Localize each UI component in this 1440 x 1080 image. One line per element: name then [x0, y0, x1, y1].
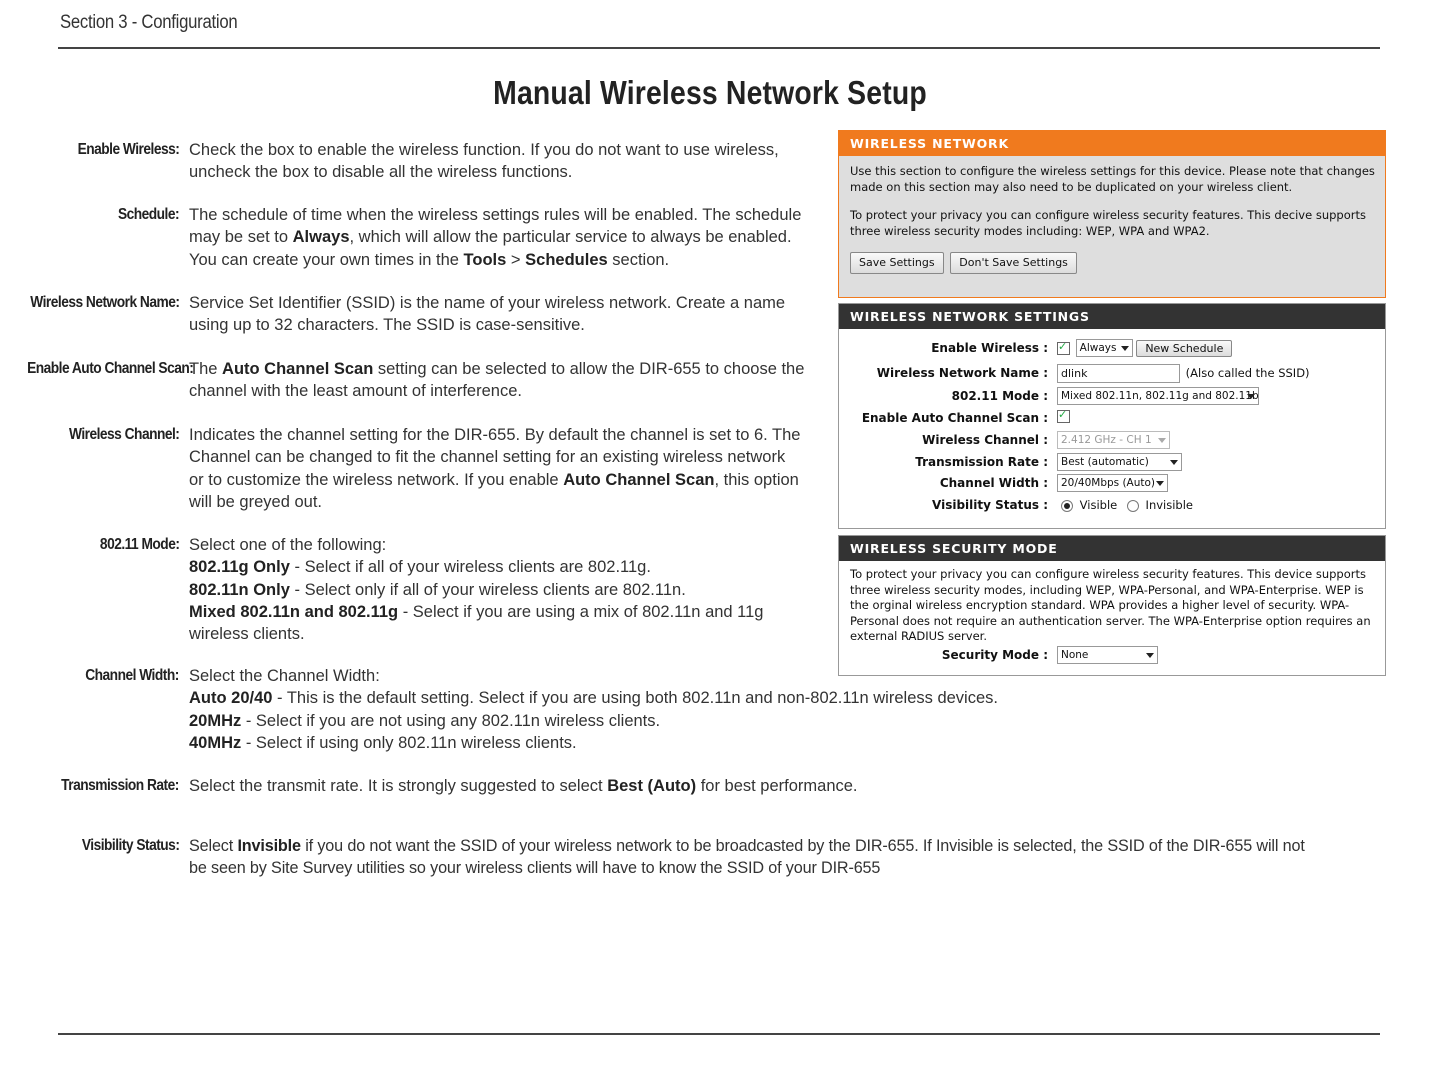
desc-bold: Auto Channel Scan [563, 470, 715, 489]
desc-line: be seen by Site Survey utilities so your wireless clients will have to know the SSID of your DIR-655 [189, 859, 881, 878]
page-title: Manual Wireless Network Setup [493, 74, 927, 111]
entry-description [189, 139, 829, 184]
width-select[interactable] [1057, 474, 1168, 492]
visibility-controls [1057, 498, 1193, 512]
select-value: Always [1079, 342, 1117, 354]
entry-description [189, 424, 829, 513]
desc-text: The [189, 360, 223, 378]
entry-description [189, 534, 829, 645]
select-value: Mixed 802.11n, 802.11g and 802.11b [1061, 390, 1259, 402]
panel-paragraph: To protect your privacy you can configure wireless security features. This device supports three wireless security modes, including WEP, WPA-Personal, and WPA-Enterprise. WEP is the orginal wireless encryption standard. WPA provides a higher level of security. WPA-Personal does not require an authentication server. The WPA-Enterprise option requires an external RADIUS server. [850, 567, 1371, 643]
mode-row [839, 387, 1385, 407]
desc-bold: Auto Channel Scan [222, 360, 374, 378]
desc-bold: 802.11n Only [189, 580, 290, 599]
desc-line [189, 601, 829, 623]
term-label: Enable Wireless: [77, 141, 179, 158]
chevron-down-icon [1156, 481, 1164, 486]
select-value: None [1061, 649, 1089, 661]
chevron-down-icon [1146, 653, 1154, 658]
visible-radio[interactable] [1061, 500, 1073, 512]
desc-line: wireless clients. [189, 625, 305, 644]
desc-bold: Auto 20/40 [189, 689, 273, 708]
desc-text: section. [607, 250, 670, 269]
bottom-divider [58, 1033, 1380, 1035]
invisible-radio[interactable] [1127, 500, 1139, 512]
term-label: Visibility Status: [81, 837, 179, 854]
save-settings-button[interactable]: Save Settings [850, 252, 944, 274]
desc-line [189, 358, 829, 380]
panel-heading: WIRELESS NETWORK SETTINGS [839, 304, 1385, 329]
enable-wireless-checkbox[interactable] [1057, 342, 1070, 355]
channel-row [839, 431, 1385, 451]
select-value: 20/40Mbps (Auto) [1061, 477, 1156, 489]
desc-line [189, 732, 1379, 754]
desc-bold: Always [292, 228, 350, 247]
network-name-row [839, 364, 1385, 384]
desc-text: - Select only if all of your wireless clients are 802.11n. [289, 580, 686, 599]
desc-bold: 802.11g Only [189, 558, 290, 577]
auto-channel-checkbox[interactable] [1057, 410, 1070, 423]
schedule-select[interactable] [1076, 339, 1133, 357]
chevron-down-icon [1170, 460, 1178, 465]
panel-body [839, 561, 1385, 653]
desc-bold: Invisible [237, 837, 301, 855]
desc-bold: Tools [463, 250, 507, 269]
panel-heading: WIRELESS SECURITY MODE [839, 536, 1385, 561]
visibility-label: Visibility Status : [932, 498, 1048, 512]
width-row [839, 474, 1385, 494]
security-mode-row [839, 646, 1385, 666]
desc-line: Channel can be changed to fit the channel setting for an existing wireless network [189, 448, 786, 467]
desc-text: - Select if you are using a mix of 802.11n and 11g [398, 602, 764, 621]
entry-description [189, 204, 829, 271]
desc-line: Service Set Identifier (SSID) is the name of your wireless network. Create a name [189, 294, 786, 312]
desc-line [189, 226, 829, 248]
term-label: Wireless Channel: [68, 426, 179, 443]
rate-label: Transmission Rate : [915, 455, 1048, 469]
mode-select[interactable] [1057, 387, 1259, 405]
panel-paragraph: Use this section to configure the wireless settings for this device. Please note that changes made on this section may also need to be duplicated on your wireless client. [850, 164, 1375, 194]
chevron-down-icon [1121, 346, 1129, 351]
desc-line [189, 687, 1379, 709]
term-label: Schedule: [117, 206, 179, 223]
mode-controls [1057, 387, 1259, 405]
rate-select[interactable] [1057, 453, 1182, 471]
select-value: Best (automatic) [1061, 456, 1149, 468]
desc-text: , this option [714, 470, 799, 489]
desc-text: - Select if you are not using any 802.11n wireless clients. [241, 711, 661, 730]
desc-line [189, 710, 1379, 732]
rate-controls [1057, 453, 1182, 471]
desc-bold: Best (Auto) [607, 777, 697, 795]
auto-channel-label: Enable Auto Channel Scan : [861, 411, 1048, 425]
desc-text: - Select if using only 802.11n wireless clients. [241, 733, 577, 752]
desc-text: if you do not want the SSID of your wireless network to be broadcasted by the DIR-655. If Invisible is selected, the SSID of the DIR-655 will not [300, 837, 1305, 855]
desc-line [189, 556, 829, 578]
desc-line: will be greyed out. [189, 492, 322, 511]
term-label: Enable Auto Channel Scan: [27, 360, 194, 377]
term-label: Wireless Network Name: [29, 294, 179, 311]
desc-line: uncheck the box to disable all the wireless functions. [189, 163, 573, 182]
rate-row [839, 453, 1385, 473]
security-mode-controls [1057, 646, 1158, 664]
wireless-network-settings-panel [838, 303, 1386, 529]
network-name-input[interactable]: dlink [1057, 364, 1180, 383]
enable-wireless-controls [1057, 339, 1232, 357]
entry-description [189, 775, 1379, 797]
desc-bold: Mixed 802.11n and 802.11g [189, 602, 399, 621]
enable-wireless-label: Enable Wireless : [931, 341, 1048, 355]
section-header: Section 3 - Configuration [60, 12, 238, 33]
desc-bold: 20MHz [189, 711, 242, 730]
channel-select[interactable] [1057, 431, 1170, 449]
panel-paragraph: To protect your privacy you can configure wireless security features. This decive supports three wireless security modes including: WEP, WPA and WPA2. [850, 208, 1366, 238]
security-mode-select[interactable] [1057, 646, 1158, 664]
desc-line: using up to 32 characters. The SSID is case-sensitive. [189, 316, 585, 335]
network-name-controls [1057, 364, 1310, 383]
desc-line: The schedule of time when the wireless settings rules will be enabled. The schedule [189, 206, 802, 224]
chevron-down-icon [1158, 438, 1166, 443]
width-label: Channel Width : [939, 476, 1048, 490]
desc-text: may be set to [189, 228, 293, 247]
mode-label: 802.11 Mode : [951, 389, 1048, 403]
desc-text: or to customize the wireless network. If you enable [189, 470, 564, 489]
auto-channel-row [839, 409, 1385, 429]
channel-label: Wireless Channel : [922, 433, 1048, 447]
entry-description [189, 835, 1384, 880]
wireless-network-panel [838, 130, 1386, 298]
desc-line: Select the Channel Width: [189, 667, 380, 685]
desc-text: Select [189, 837, 238, 855]
channel-controls [1057, 431, 1170, 449]
visibility-row [839, 496, 1385, 516]
desc-text: for best performance. [696, 777, 858, 795]
desc-text: Select the transmit rate. It is strongly suggested to select [189, 777, 608, 795]
entry-description [189, 292, 829, 337]
desc-line [189, 249, 829, 271]
button-row [850, 252, 1375, 274]
auto-channel-controls [1057, 409, 1070, 423]
term-label: Transmission Rate: [61, 777, 179, 794]
dont-save-settings-button[interactable]: Don't Save Settings [950, 252, 1077, 274]
term-label: 802.11 Mode: [99, 536, 179, 553]
network-name-label: Wireless Network Name : [876, 366, 1048, 380]
desc-line: Select one of the following: [189, 536, 387, 554]
desc-line: Check the box to enable the wireless function. If you do not want to use wireless, [189, 141, 779, 159]
term-label: Channel Width: [85, 667, 179, 684]
desc-text: > [506, 250, 526, 269]
width-controls [1057, 474, 1168, 492]
desc-text: You can create your own times in the [189, 250, 464, 269]
top-divider [58, 47, 1380, 49]
desc-line: Indicates the channel setting for the DIR-655. By default the channel is set to 6. The [189, 426, 801, 444]
new-schedule-button[interactable]: New Schedule [1136, 340, 1232, 357]
desc-line: channel with the least amount of interference. [189, 382, 522, 401]
desc-bold: 40MHz [189, 733, 242, 752]
security-mode-label: Security Mode : [941, 648, 1048, 662]
desc-text: - Select if all of your wireless clients are 802.11g. [289, 558, 651, 577]
desc-line [189, 579, 829, 601]
enable-wireless-row [839, 339, 1385, 359]
desc-text: , which will allow the particular service to always be enabled. [349, 228, 792, 247]
desc-bold: Schedules [525, 250, 608, 269]
invisible-label: Invisible [1145, 498, 1193, 512]
desc-text: setting can be selected to allow the DIR-655 to choose the [373, 360, 805, 378]
panel-body [839, 156, 1385, 282]
chevron-down-icon [1247, 394, 1255, 399]
panel-heading: WIRELESS NETWORK [839, 131, 1385, 156]
desc-text: - This is the default setting. Select if you are using both 802.11n and non-802.11n wireless devices. [272, 689, 998, 708]
entry-description [189, 665, 1379, 754]
desc-line [189, 835, 1384, 857]
ssid-note: (Also called the SSID) [1185, 366, 1310, 380]
visible-label: Visible [1079, 498, 1118, 512]
entry-description [189, 358, 829, 403]
desc-line [189, 469, 829, 491]
desc-line [189, 775, 1379, 797]
select-value: 2.412 GHz - CH 1 [1061, 434, 1152, 446]
wireless-security-mode-panel [838, 535, 1386, 676]
